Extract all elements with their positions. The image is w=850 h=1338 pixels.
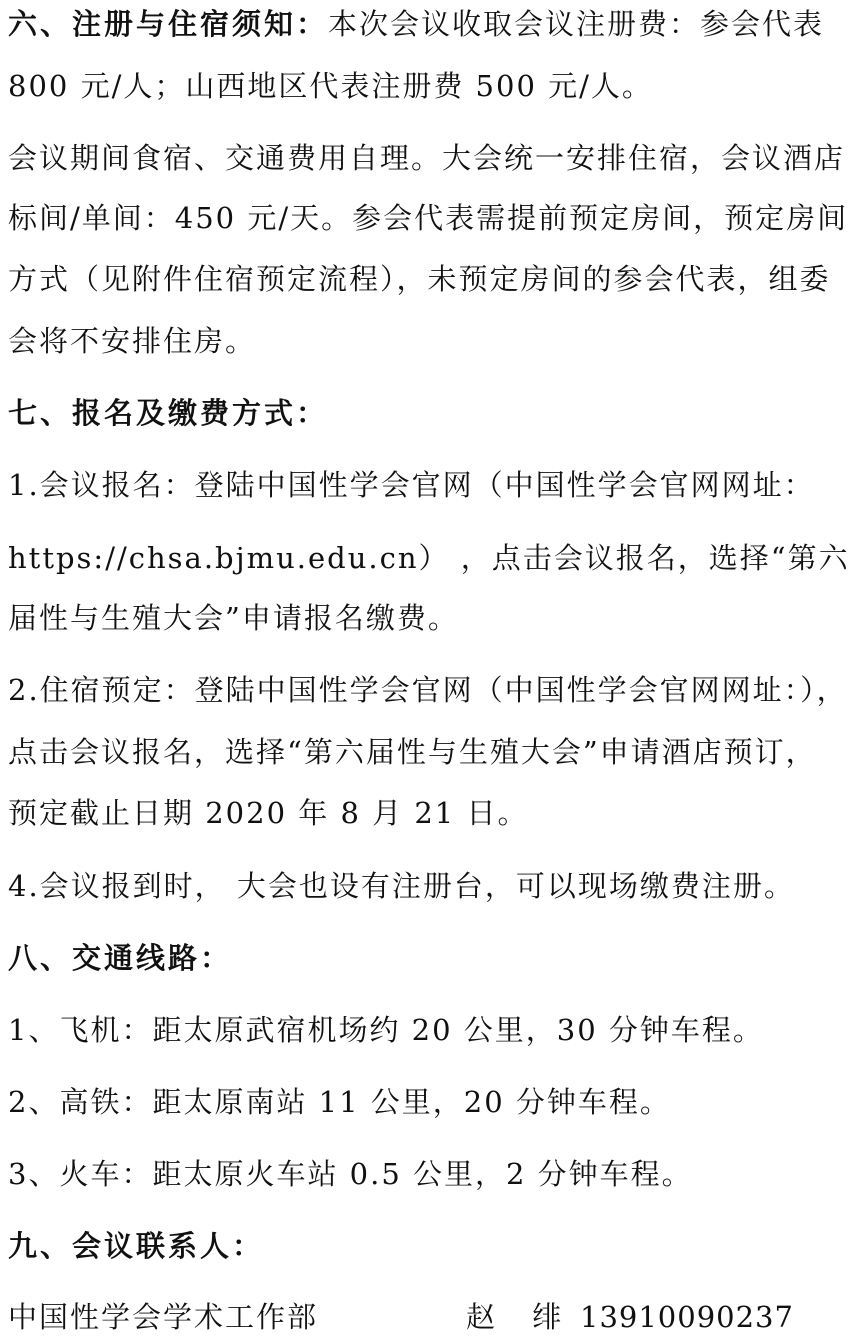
section-6-heading: 六、注册与住宿须知： bbox=[8, 7, 329, 41]
onsite-registration-line: 4.会议报到时， 大会也设有注册台，可以现场缴费注册。 bbox=[8, 869, 795, 903]
hotel-booking-line: 2.住宿预定：登陆中国性学会官网（中国性学会官网网址：）， bbox=[8, 673, 848, 707]
accommodation-paragraph-line: 会议期间食宿、交通费用自理。大会统一安排住宿，会议酒店 bbox=[8, 141, 846, 175]
section-8-heading: 八、交通线路： bbox=[8, 941, 233, 975]
accommodation-paragraph-line: 会将不安排住房。 bbox=[8, 324, 257, 358]
signup-item-line: 1.会议报名：登陆中国性学会官网（中国性学会官网网址： bbox=[8, 468, 815, 502]
contact-department: 中国性学会学术工作部 bbox=[8, 1300, 319, 1334]
registration-fee-text: 本次会议收取会议注册费：参会代表 bbox=[328, 7, 825, 41]
accommodation-paragraph-line: 方式（见附件住宿预定流程），未预定房间的参会代表，组委 bbox=[8, 262, 831, 296]
transport-item-plane: 1、飞机：距太原武宿机场约 20 公里，30 分钟车程。 bbox=[8, 1013, 764, 1047]
transport-item-high-speed-rail: 2、高铁：距太原南站 11 公里，20 分钟车程。 bbox=[8, 1085, 671, 1119]
contact-name: 赵 绯 bbox=[466, 1300, 576, 1334]
signup-item-line: 届性与生殖大会”申请报名缴费。 bbox=[8, 601, 459, 635]
booking-deadline-line: 预定截止日期 2020 年 8 月 21 日。 bbox=[8, 796, 529, 830]
registration-fee-amounts: 800 元/人；山西地区代表注册费 500 元/人。 bbox=[8, 69, 653, 103]
signup-url-line: https://chsa.bjmu.edu.cn） ，点击会议报名，选择“第六 bbox=[8, 541, 850, 575]
contact-phone: 13910090237 bbox=[580, 1300, 794, 1334]
accommodation-paragraph-line: 标间/单间：450 元/天。参会代表需提前预定房间，预定房间 bbox=[8, 201, 849, 235]
hotel-booking-line: 点击会议报名，选择“第六届性与生殖大会”申请酒店预订， bbox=[8, 735, 817, 769]
contact-line bbox=[8, 1297, 846, 1337]
section-9-heading: 九、会议联系人： bbox=[8, 1229, 265, 1263]
transport-item-train: 3、火车：距太原火车站 0.5 公里，2 分钟车程。 bbox=[8, 1157, 693, 1191]
section-6-first-line bbox=[8, 4, 846, 44]
section-7-heading: 七、报名及缴费方式： bbox=[8, 396, 329, 430]
